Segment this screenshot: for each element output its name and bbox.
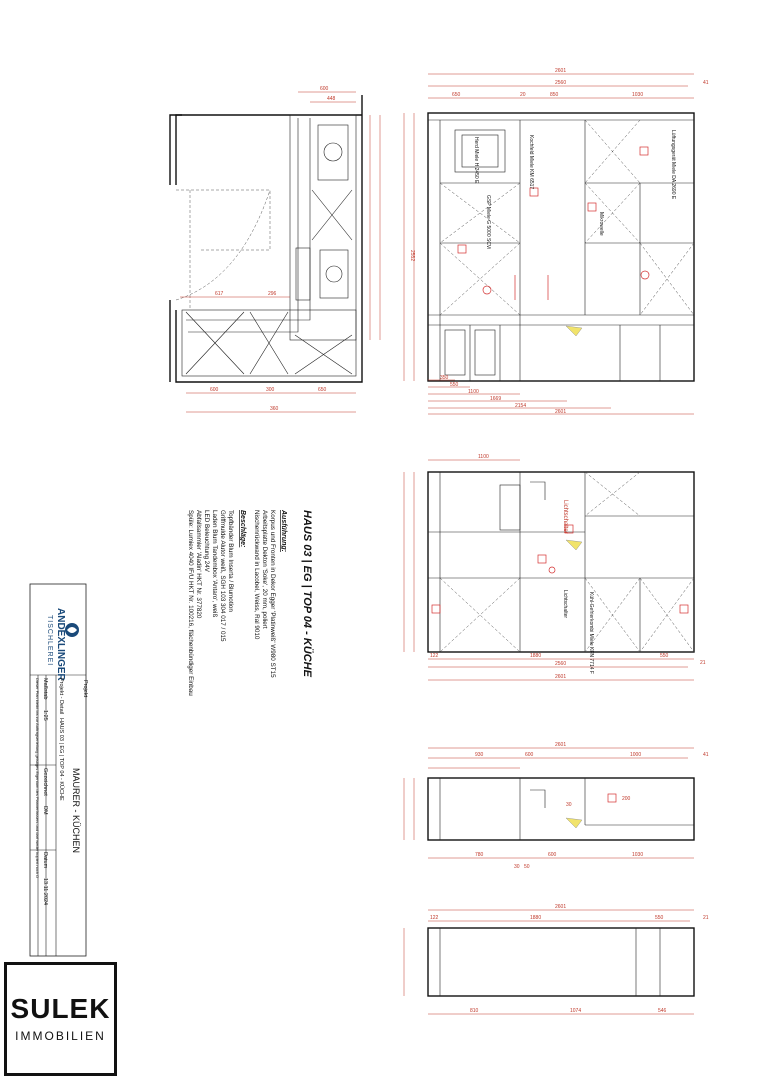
elev3-dim-m4: 200: [622, 796, 631, 802]
elev1-dim-part-2: 20: [520, 92, 526, 98]
elev2-dim-b3: 550: [660, 653, 669, 659]
spec-beschlaege-line: Laden Blum Tandembox 'Antaro', weiß: [211, 510, 218, 618]
spec-ausfuehrung-line: Arbeitsplatte Dekton 'Soke', 20 mm, poliert: [261, 510, 268, 629]
elev4-dim-t3: 550: [655, 915, 664, 921]
disclaimer: Dieser Plan bleibt bis zur Auftragserteilung geistiges Eigentum des Planverfassers und darf weder kopiert noch D: [35, 678, 40, 879]
elev1-dim-b4: 1669: [490, 396, 502, 402]
gezeichnet-label: Gezeichnet: [42, 768, 48, 796]
elev3-dim-b1: 780: [475, 852, 484, 858]
elev1-dim-part-5: 41: [703, 80, 709, 86]
elev4-dim-t1: 122: [430, 915, 439, 921]
massstab-value: 1:25: [42, 710, 48, 721]
label-switch-2: Lichtschalter: [562, 590, 568, 619]
spec-beschlaege-line: Abfallsammler 'Aladin' HKT Nr. 377820: [195, 510, 202, 619]
elev3-dim-t2: 600: [525, 752, 534, 758]
company-name: ANDEXLINGER: [55, 608, 66, 681]
elev2-dim-b4: 21: [700, 660, 706, 666]
elevation-4: [404, 904, 709, 1014]
elev1-dim-b5: 2154: [515, 403, 527, 409]
sulek-logo: [4, 962, 117, 1076]
elev1-dim-part-4: 1030: [632, 92, 644, 98]
elev2-dim-total-2: 2601: [555, 674, 567, 680]
spec-beschlaege-heading: Beschläge:: [239, 510, 246, 548]
elev3-dim-m2: 50: [524, 864, 530, 870]
detail-value: HAUS 03 | EG | TOP 04 - KÜCHE: [58, 718, 64, 801]
elev4-dim-b1: 810: [470, 1008, 479, 1014]
spec-beschlaege-line: Spüle: Lumiex 4040 IF/U HKT Nr. 100216, flächenbündiger Einbau: [187, 510, 194, 696]
elev4-dim-total: 2601: [555, 904, 567, 910]
plan-dim-top-2: 448: [327, 96, 336, 102]
label-oven: Herd Miele H 2450 E: [473, 137, 479, 184]
elev1-dim-height: 2552: [409, 250, 415, 262]
spec-ausfuehrung-heading: Ausführung:: [280, 510, 287, 552]
elev1-dim-b2: 550: [450, 382, 459, 388]
plan-dim-top-1: 600: [320, 86, 329, 92]
elev4-dim-t4: 21: [703, 915, 709, 921]
elev1-dim-sub: 2560: [555, 80, 567, 86]
elev4-dim-b3: 546: [658, 1008, 667, 1014]
elev4-dim-t2: 1880: [530, 915, 542, 921]
elev3-dim-m1: 30: [514, 864, 520, 870]
logo-sub: IMMOBILIEN: [15, 1029, 106, 1043]
spec-beschlaege-line: Topfbänder Blum Inserta / Blumotion: [227, 510, 234, 612]
label-microwave: Mikrowelle: [598, 212, 604, 236]
elev2-dim-total-1: 2560: [555, 661, 567, 667]
plan-dim-mid-2: 296: [268, 291, 277, 297]
datum-label: Datum: [42, 852, 48, 869]
floor-plan: [170, 86, 380, 412]
elevation-2: [404, 454, 706, 680]
gezeichnet-value: DM: [42, 806, 48, 815]
elev2-dim-top: 1100: [478, 454, 489, 460]
elev2-dim-b2: 1880: [530, 653, 542, 659]
projekt-value: MAURER - KÜCHEN: [71, 768, 81, 854]
spec-beschlaege-line: LED Beleuchtung 24V: [203, 510, 210, 572]
elev1-dim-part-1: 650: [452, 92, 461, 98]
datum-value: 13.11.2024: [42, 878, 48, 906]
elev3-dim-b2: 600: [548, 852, 557, 858]
label-hood: Lüftungsgerät Miele DA 2690 E: [670, 130, 676, 200]
spec-ausfuehrung-line: Korpus und Fronten in Dekor Egger 'Platinweiß' W980 ST15: [269, 510, 276, 678]
spec-ausfuehrung-line: Nischenrückwand in Lacobel, Weiss, Ral 9010: [253, 510, 260, 640]
label-fridge: Kühl-Gefrierkombi Miele KFN 7714 F: [588, 592, 594, 674]
plan-dim-mid-1: 617: [215, 291, 224, 297]
label-steamer: GSP Miele G 5000 SCVi: [485, 195, 491, 250]
elev3-dim-t3: 1000: [630, 752, 642, 758]
title-block: [30, 584, 88, 956]
elev4-dim-b2: 1074: [570, 1008, 582, 1014]
plan-dim-total: 360: [270, 406, 279, 412]
elevation-1: [404, 68, 709, 415]
elev3-dim-t1: 930: [475, 752, 484, 758]
elev1-dim-b6: 2601: [555, 409, 567, 415]
logo-name: SULEK: [10, 993, 111, 1024]
elev2-dim-b1: 122: [430, 653, 439, 659]
spec-title: HAUS 03 | EG | TOP 04 - KÜCHE: [301, 510, 313, 677]
elev3-dim-b3: 1030: [632, 852, 644, 858]
projekt-label: Projekt: [82, 680, 88, 698]
company-sub: TISCHLEREI: [46, 615, 53, 667]
label-switch-1: Lichtschalter: [562, 500, 568, 534]
elev1-dim-b3: 1100: [468, 389, 479, 395]
plan-dim-bottom-1: 600: [210, 387, 219, 393]
massstab-label: Maßstab: [42, 678, 48, 700]
spec-beschlaege-line: Griffmulde Alutor weiß, SGH 103 304 017 / 015: [219, 510, 226, 642]
spec-block: [187, 509, 314, 696]
plan-dim-bottom-2: 300: [266, 387, 275, 393]
elev3-dim-m3: 30: [566, 802, 572, 808]
elev1-dim-b1: 350: [440, 375, 449, 381]
elev1-dim-total: 2601: [555, 68, 567, 74]
elevation-3: [404, 742, 709, 870]
detail-label: Projekt - Detail: [58, 678, 64, 715]
elev1-dim-part-3: 850: [550, 92, 559, 98]
label-hob: Kochfeld Miele KM 6517: [528, 135, 534, 190]
elev3-dim-t4: 41: [703, 752, 709, 758]
elev3-dim-total: 2601: [555, 742, 567, 748]
plan-dim-bottom-3: 650: [318, 387, 327, 393]
